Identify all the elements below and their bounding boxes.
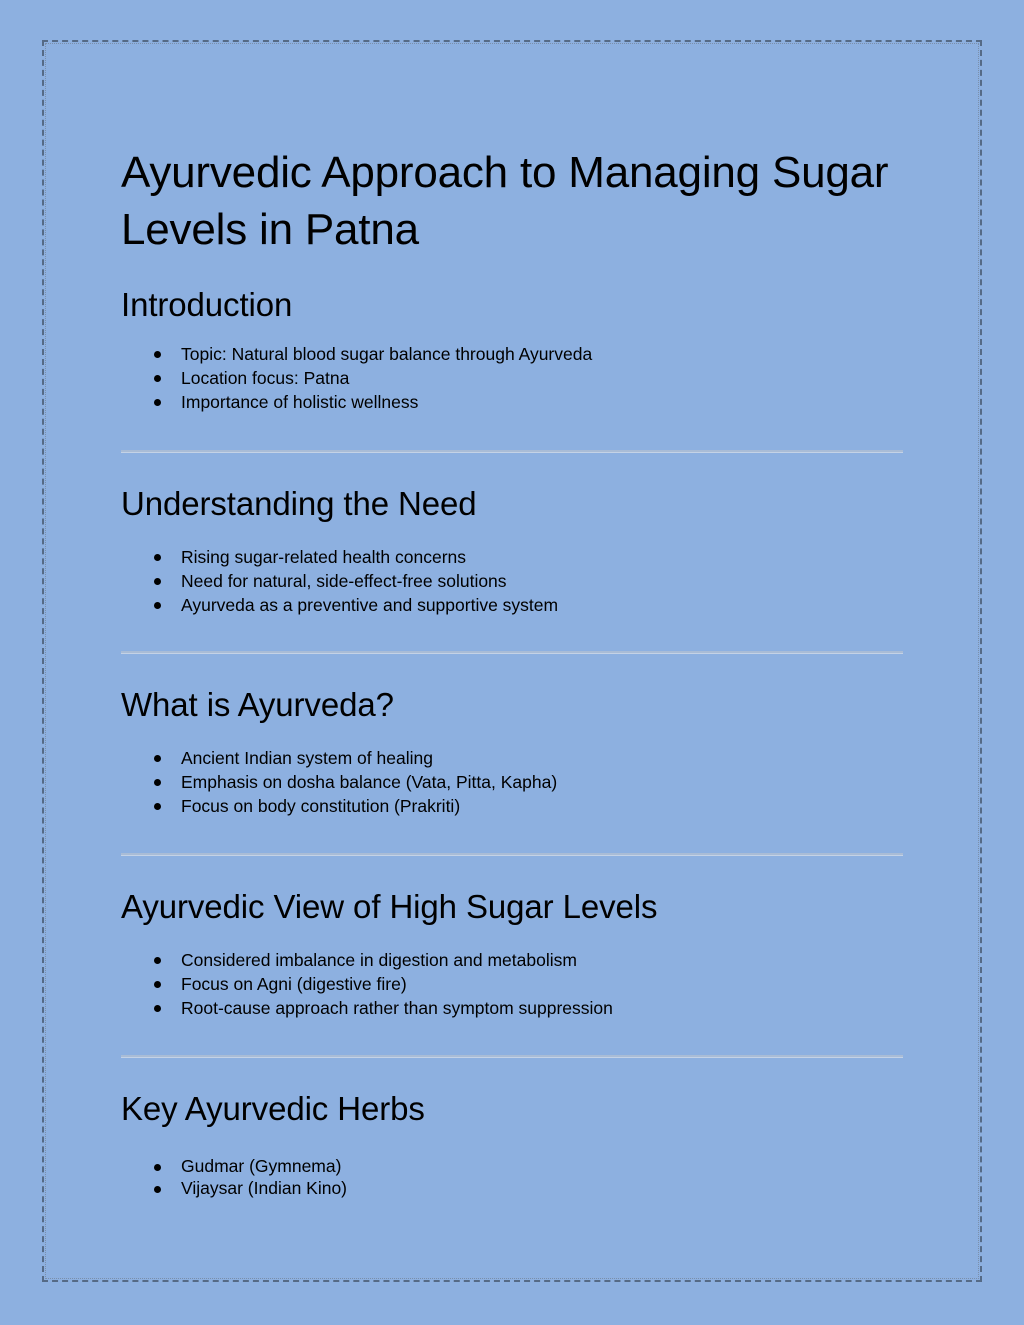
section-heading: Key Ayurvedic Herbs	[121, 1090, 425, 1127]
list-item: Ayurveda as a preventive and supportive system	[181, 593, 903, 617]
section-divider	[121, 1055, 903, 1058]
list-item: Rising sugar-related health concerns	[181, 545, 903, 569]
document-title: Ayurvedic Approach to Managing Sugar Levels in Patna	[121, 148, 889, 254]
list-item: Emphasis on dosha balance (Vata, Pitta, Kapha)	[181, 770, 903, 794]
list-item: Importance of holistic wellness	[181, 390, 903, 414]
section-introduction	[121, 285, 903, 414]
bullet-list	[121, 1155, 903, 1199]
bullet-list	[121, 342, 903, 414]
list-item: Topic: Natural blood sugar balance through Ayurveda	[181, 342, 903, 366]
section-key-ayurvedic-herbs	[121, 1089, 903, 1199]
list-item: Location focus: Patna	[181, 366, 903, 390]
bullet-list	[121, 545, 903, 617]
section-heading: Introduction	[121, 286, 293, 323]
bullet-list	[121, 948, 903, 1020]
list-item: Focus on Agni (digestive fire)	[181, 972, 903, 996]
section-ayurvedic-view	[121, 887, 903, 1020]
section-divider	[121, 450, 903, 453]
document-content	[121, 144, 903, 1199]
list-item: Vijaysar (Indian Kino)	[181, 1177, 903, 1199]
list-item: Gudmar (Gymnema)	[181, 1155, 903, 1177]
section-what-is-ayurveda	[121, 685, 903, 818]
section-heading: Ayurvedic View of High Sugar Levels	[121, 888, 658, 925]
section-understanding-the-need	[121, 484, 903, 617]
section-divider	[121, 853, 903, 856]
list-item: Ancient Indian system of healing	[181, 746, 903, 770]
section-heading: Understanding the Need	[121, 485, 477, 522]
section-divider	[121, 651, 903, 654]
section-heading: What is Ayurveda?	[121, 686, 394, 723]
list-item: Focus on body constitution (Prakriti)	[181, 794, 903, 818]
list-item: Root-cause approach rather than symptom suppression	[181, 996, 903, 1020]
list-item: Need for natural, side-effect-free solutions	[181, 569, 903, 593]
bullet-list	[121, 746, 903, 818]
list-item: Considered imbalance in digestion and metabolism	[181, 948, 903, 972]
